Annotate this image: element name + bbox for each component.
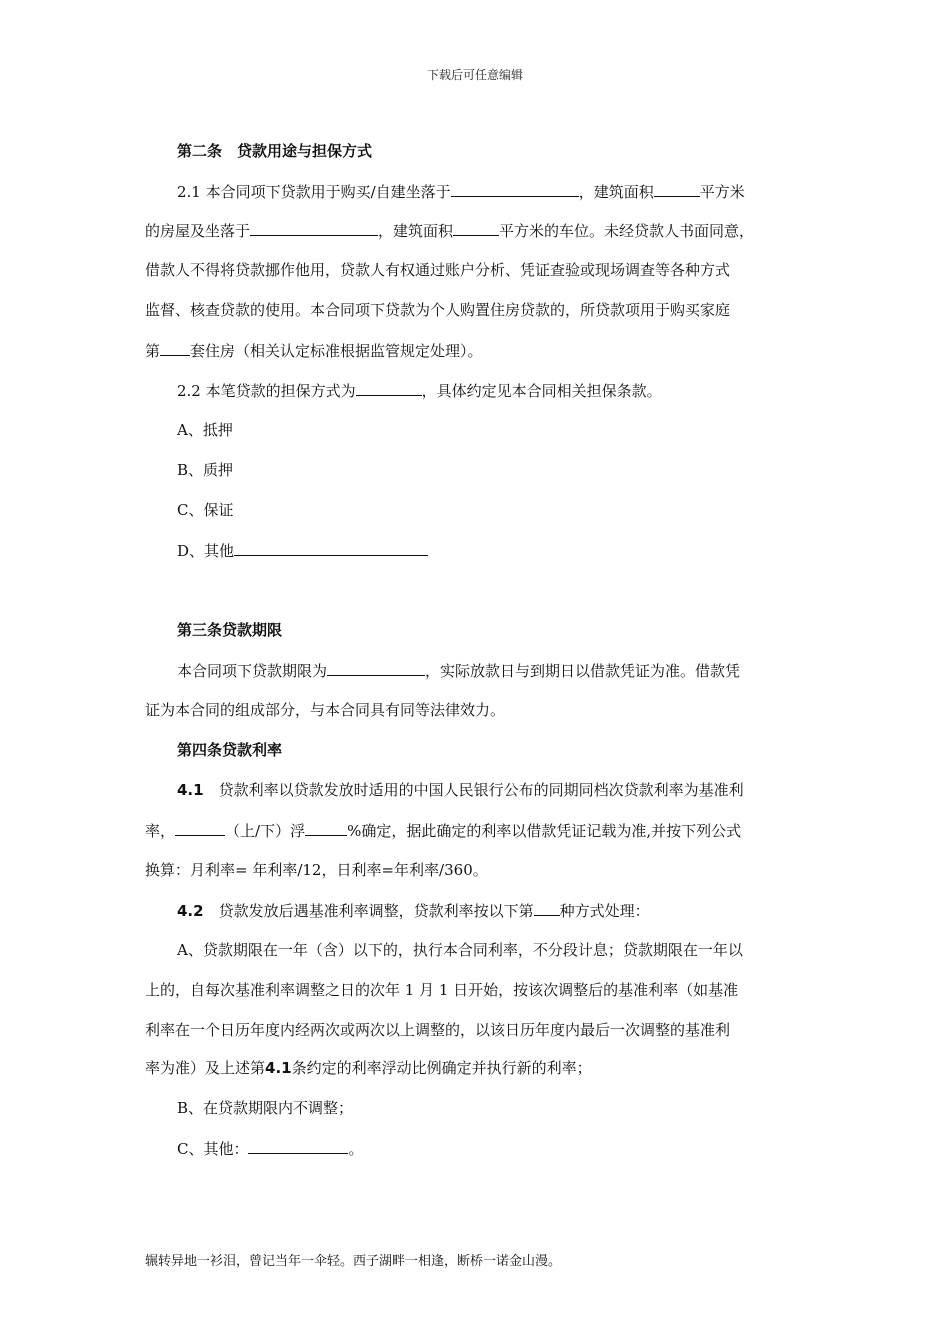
text: 贷款利率以贷款发放时适用的中国人民银行公布的同期同档次贷款利率为基准利 (203, 781, 744, 799)
article4-optC (177, 1138, 847, 1159)
clause-number: 4.2 (177, 902, 204, 920)
text: ，具体约定见本合同相关担保条款。 (421, 382, 662, 400)
text: 率， (145, 822, 176, 840)
article2-p1-line4: 监督、核查贷款的使用。本合同项下贷款为个人购置住房贷款的，所贷款项用于购买家庭 (145, 301, 731, 319)
text: ，建筑面积 (378, 222, 454, 240)
blank-area-parking[interactable] (453, 220, 499, 236)
blank-float-percent[interactable] (305, 820, 347, 836)
option-d-other (177, 540, 847, 561)
article3-heading: 第三条贷款期限 (177, 621, 283, 639)
text: ，建筑面积 (578, 183, 654, 201)
text: ，实际放款日与到期日以借款凭证为准。借款凭 (425, 662, 741, 680)
text: C、其他： (177, 1140, 249, 1158)
text: 。 (348, 1140, 364, 1158)
article4-p2 (177, 900, 847, 921)
article2-heading: 第二条 贷款用途与担保方式 (177, 142, 373, 160)
article2-p1-line5 (145, 340, 815, 361)
blank-loan-term[interactable] (327, 660, 425, 676)
article4-optA-line2: 上的，自每次基准利率调整之日的次年 1 月 1 日开始，按该次调整后的基准利率（如基准 (145, 981, 739, 999)
article4-p1-line3: 换算：月利率= 年利率/12，日利率=年利率/360。 (145, 861, 488, 879)
blank-location-house[interactable] (451, 181, 579, 197)
article2-p1-line3: 借款人不得将贷款挪作他用，贷款人有权通过账户分析、凭证查验或现场调查等各种方式 (145, 261, 731, 279)
article4-optA-line3: 利率在一个日历年度内经两次或两次以上调整的，以该日历年度内最后一次调整的基准利 (145, 1021, 731, 1039)
text: 种方式处理： (559, 902, 650, 920)
blank-other-adjust[interactable] (248, 1138, 348, 1154)
clause-ref: 4.1 (265, 1059, 292, 1077)
text: 2.1 本合同项下贷款用于购买/自建坐落于 (177, 183, 451, 201)
text: %确定，据此确定的利率以借款凭证记载为准,并按下列公式 (347, 822, 742, 840)
text: 条约定的利率浮动比例确定并执行新的利率； (291, 1059, 592, 1077)
option-a-mortgage: A、抵押 (177, 421, 233, 439)
article4-optA-line4 (145, 1058, 815, 1078)
text: D、其他 (177, 542, 235, 560)
blank-adjust-method[interactable] (534, 900, 560, 916)
article4-heading: 第四条贷款利率 (177, 741, 283, 759)
text: 2.2 本笔贷款的担保方式为 (177, 382, 356, 400)
text: 贷款发放后遇基准利率调整，贷款利率按以下第 (203, 902, 534, 920)
text: 套住房（相关认定标准根据监管规定处理）。 (190, 342, 483, 360)
footer-text: 辗转异地一衫泪，曾记当年一伞轻。西子湖畔一相逢，断桥一诺金山漫。 (145, 1254, 562, 1269)
blank-house-count[interactable] (160, 340, 190, 356)
text: 本合同项下贷款期限为 (177, 662, 328, 680)
article4-p1-line2 (145, 820, 815, 841)
option-b-pledge: B、质押 (177, 461, 234, 479)
blank-other-guarantee[interactable] (234, 540, 428, 556)
text: 第 (145, 342, 161, 360)
article2-p1-line1 (177, 181, 847, 202)
text: 平方米的车位。未经贷款人书面同意， (499, 222, 755, 240)
option-c-guarantee: C、保证 (177, 501, 234, 519)
blank-area-house[interactable] (654, 181, 700, 197)
text: 的房屋及坐落于 (145, 222, 251, 240)
blank-location-parking[interactable] (250, 220, 378, 236)
article4-p1-line1 (177, 780, 847, 800)
clause-number: 4.1 (177, 781, 204, 799)
blank-guarantee-method[interactable] (356, 380, 422, 396)
text: （上/下）浮 (225, 822, 306, 840)
article2-p1-line2 (145, 220, 815, 241)
article4-optA-line1: A、贷款期限在一年（含）以下的，执行本合同利率，不分段计息；贷款期限在一年以 (177, 941, 743, 959)
article3-line1 (177, 660, 847, 681)
text: 率为准）及上述第 (145, 1059, 266, 1077)
header-note: 下载后可任意编辑 (426, 68, 523, 82)
blank-float-direction[interactable] (175, 820, 225, 836)
article2-p2 (177, 380, 847, 401)
article3-line2: 证为本合同的组成部分，与本合同具有同等法律效力。 (145, 701, 506, 719)
article4-optB: B、在贷款期限内不调整； (177, 1099, 354, 1117)
text: 平方米 (699, 183, 745, 201)
